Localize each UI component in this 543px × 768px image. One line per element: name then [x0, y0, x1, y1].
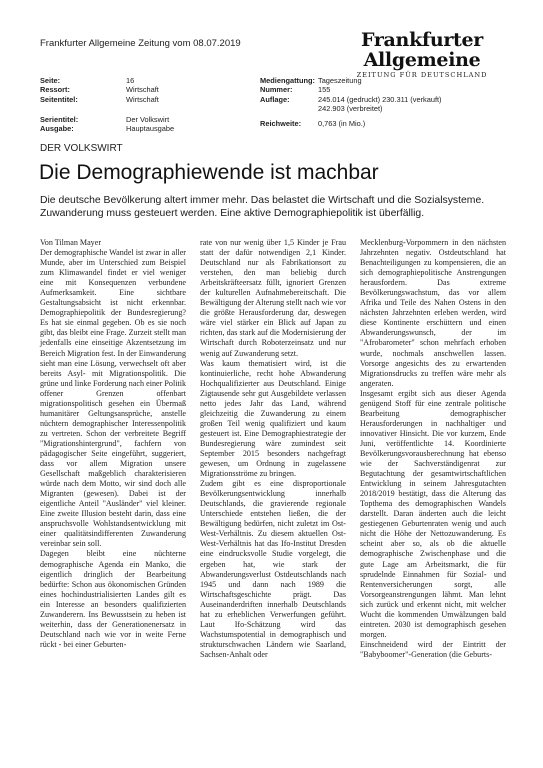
- meta-label: Reichweite:: [260, 118, 302, 128]
- meta-row: [260, 104, 442, 113]
- meta-value: 16: [126, 76, 135, 85]
- article-column-1: [40, 238, 186, 650]
- meta-row: [40, 76, 159, 85]
- meta-label: Mediengattung:: [260, 76, 316, 85]
- article-paragraph: Der demographische Wandel ist zwar in aller Munde, aber im Unterschied zum Beispiel zum Klimawandel findet er viel weniger eine mit Konsequenzen verbundene Aufmerksamkeit. Eine sichtbare Gestaltungsabsicht ist nicht erkennbar. Demographiepolitik der Bundesregierung? Es hat sie einmal gegeben. Ob es sie noch gibt, das bleibt eine Frage. Zurzeit stellt man jedenfalls eine einseitige Akzentsetzung im Bereich Migration fest. In der Einwanderung sieht man eine Lösung, verwechselt oft aber bereits Asyl- mit Migrationspolitik. Die grüne und linke Forderung nach einer Politik offener Grenzen offenbart migrationspolitisch gesehen ein Übermaß humanitärer Geltungsansprüche, anstelle nüchtern demographischer Interessenpolitik zu vertreten. Schon der verbreitete Begriff "Migrationshintergrund", fachfern von pädagogischer Seite eingeführt, suggeriert, dass vor allem Migration unsere Gesellschaft maßgeblich charakterisieren würde nach dem Motto, wir sind doch alle Migranten (gewesen). Dabei ist der eigentliche Anteil "Ausländer" viel kleiner. Eine zweite Illusion besteht darin, dass eine anspruchsvolle Wohlstandsentwicklung mit einer qualitätsindifferenten Zuwanderung vereinbar sein soll.: [40, 248, 186, 549]
- logo-title: Frankfurter Allgemeine: [360, 29, 484, 71]
- article-paragraph: Zudem gibt es eine disproportionale Bevölkerungsentwicklung innerhalb Deutschlands, die gravierende regionale Unterschiede entstehen ließen, die der Bewältigung bedürfen, nicht zuletzt im Ost-West-Verhältnis. Zu diesem aktuellen Ost-West-Verhältnis hat das Ifo-Institut Dresden eine eindrucksvolle Studie vorgelegt, die ergeben hat, wie stark der Abwanderungsverlust Ostdeutschlands nach 1945 und dann nach 1989 die Wirtschaftsgeschichte prägt. Das Auseinanderdriften innerhalb Deutschlands hat zu erheblichen Verwerfungen geführt. Laut Ifo-Schätzung wird das Wachstumspotential in demographisch und strukturschwachen Ländern wie Saarland, Sachsen-Anhalt oder: [200, 479, 346, 659]
- meta-row: [260, 76, 442, 85]
- meta-row: [40, 85, 159, 94]
- meta-label: Serientitel:: [40, 115, 79, 124]
- article-column-2: [200, 238, 346, 660]
- newspaper-logo: [322, 30, 522, 79]
- meta-value: Hauptausgabe: [126, 124, 175, 134]
- meta-label: Seite:: [40, 76, 61, 85]
- meta-value: Wirtschaft: [126, 85, 159, 95]
- meta-value: Tageszeitung: [318, 76, 362, 85]
- meta-value: 245.014 (gedruckt) 230.311 (verkauft): [318, 94, 442, 104]
- meta-label: Nummer:: [260, 85, 293, 95]
- article-paragraph: Dagegen bleibt eine nüchterne demographische Agenda ein Manko, die eigentlich dringlich der Bearbeitung bedürfte: Schon aus ökonomischen Gründen eines hochindustrialisierten Landes gilt es ein Interesse an besonders qualifizierten Zuwanderern. Ins Bewusstsein zu heben ist weiterhin, dass der Generationenersatz in Deutschland nach wie vor in weite Ferne rückt - bei einer Geburten-: [40, 549, 186, 649]
- meta-left: [40, 76, 159, 104]
- meta-value: Der Volkswirt: [126, 115, 170, 124]
- article-column-3: [360, 238, 506, 660]
- lead-paragraph: Die deutsche Bevölkerung altert immer mehr. Das belastet die Wirtschaft und die Sozialsysteme. Zuwanderung muss gesteuert werden. Eine aktive Demographiepolitik ist überfällig.: [40, 195, 485, 219]
- meta-row: [40, 95, 159, 104]
- meta-label: Ressort:: [40, 85, 70, 95]
- meta-row: [260, 85, 442, 94]
- meta-row: [260, 95, 442, 104]
- meta-label: Seitentitel:: [40, 94, 78, 104]
- meta-right: [260, 76, 442, 128]
- meta-label: Ausgabe:: [40, 124, 74, 134]
- meta-value: 242.903 (verbreitet): [318, 104, 383, 114]
- meta-value: Wirtschaft: [126, 94, 159, 104]
- article-paragraph: Was kaum thematisiert wird, ist die kontinuierliche, recht hohe Abwanderung Hochqualifizierter aus Deutschland. Einige Zigtausende sehr gut Ausgebildete verlassen netto jedes Jahr das Land, während gleichzeitig die Zuwanderung zu einem großen Teil wenig qualifiziert und kaum gesteuert ist. Eine Demographiestrategie der Bundesregierung wäre zumindest seit September 2015 besonders nachgefragt gewesen, um Ordnung in zugelassene Migrationsströme zu bringen.: [200, 358, 346, 479]
- logo-subtitle: ZEITUNG FÜR DEUTSCHLAND: [356, 71, 488, 79]
- section-label: DER VOLKSWIRT: [40, 143, 123, 154]
- headline: Die Demographiewende ist machbar: [39, 161, 379, 184]
- source-line: Frankfurter Allgemeine Zeitung vom 08.07.2019: [40, 38, 241, 49]
- article-paragraph: Mecklenburg-Vorpommern in den nächsten Jahrzehnten negativ. Ostdeutschland hat Benachteiligungen zu kompensieren, die an sich demographiepolitische Anstrengungen herausfordern. Das extreme Bevölkerungswachstum, das vor allem Afrika und Teile des Nahen Ostens in den nächsten Jahrzehnten erleben werden, wird diese Kontinente erschüttern und einen Abwanderungswunsch, der im "Afrobarometer" schon mehrfach erhoben wurde, nochmals anschwellen lassen. Vorsorge angesichts des zu erwartenden Migrationsdrucks zu treffen wäre mehr als angeraten.: [360, 238, 506, 388]
- meta-left-series: [40, 115, 174, 134]
- article-paragraph: rate von nur wenig über 1,5 Kinder je Frau statt der dafür notwendigen 2,1 Kinder. Deutschland nur als Fabrikationsort zu verstehen, den man beliebig durch Arbeitskräfteersatz füllt, ignoriert Grenzen der kulturellen Aufnahmebereitschaft. Die Bewältigung der Alterung stellt nach wie vor die größte Herausforderung dar, deswegen wäre viel stärker ein Blick auf Japan zu richten, das stark auf die Modernisierung der Wirtschaft durch Roboterzeinsatz und nur wenig auf Zuwanderung setzt.: [200, 238, 346, 358]
- article-paragraph: Einschneidend wird der Eintritt der "Babyboomer"-Generation (die Geburts-: [360, 639, 506, 659]
- meta-label: [260, 104, 318, 113]
- meta-label: Auflage:: [260, 94, 290, 104]
- meta-row: [260, 119, 442, 128]
- meta-row: [40, 115, 174, 124]
- meta-value: 155: [318, 85, 331, 95]
- meta-row: [40, 124, 174, 133]
- author-byline: Von Tilman Mayer: [40, 238, 102, 247]
- article-paragraph: Insgesamt ergibt sich aus dieser Agenda genügend Stoff für eine zentrale politische Bearbeitung demographischer Herausforderungen in nachhaltiger und innovativer Hinsicht. Die vor kurzem, Ende Juni, veröffentlichte 14. Koordinierte Bevölkerungsvorausberechnung hat ebenso wie der Sachverständigenrat zur Begutachtung der gesamtwirtschaftlichen Entwicklung in seinem Jahresgutachten 2018/2019 bestätigt, dass die Alterung das Topthema des demographischen Wandels darstellt. Daran änderten auch die leicht gestiegenen Geburtenraten wenig und auch nicht die Höhe der Nettozuwanderung. Es scheint aber so, als ob die aktuelle demographische Zwischenphase und die gute Lage am Arbeitsmarkt, die für sprudelnde Einnahmen für Sozial- und Rentenversicherungen sorgt, alle Vorsorgeanstrengungen lähmt. Man lehnt sich zurück und erkennt nicht, mit welcher Wucht die kommenden Umwälzungen bald eintreten. 2030 ist demographisch gesehen morgen.: [360, 388, 506, 639]
- meta-value: 0,763 (in Mio.): [318, 118, 366, 128]
